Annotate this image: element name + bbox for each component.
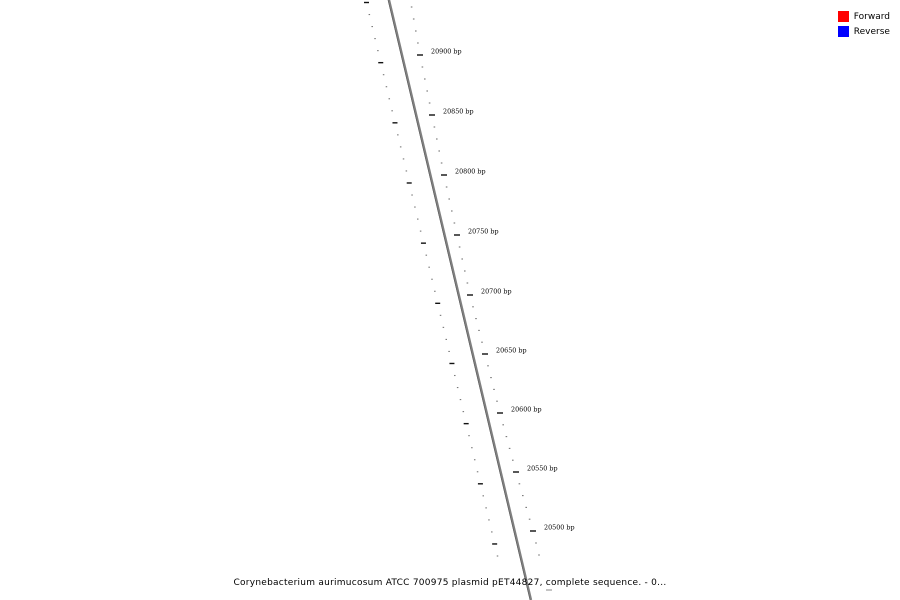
tick-label: 20500 bp [544,523,575,532]
backbone-line [389,0,531,600]
reverse-swatch-icon [838,26,849,37]
tick-label: 20550 bp [527,464,558,473]
tick-label: 20650 bp [496,346,527,355]
outer-tick-track [411,7,552,590]
tick-label: 20850 bp [443,107,474,116]
tick-label: 20750 bp [468,227,499,236]
legend-item-reverse [838,24,890,39]
tick-label: 20900 bp [431,47,462,56]
legend-item-forward [838,9,890,24]
sequence-backbone [388,0,531,600]
tick-label-group [431,48,575,532]
tick-label: 20600 bp [511,405,542,414]
tick-label: 20700 bp [481,287,512,296]
legend [838,9,890,39]
backbone-edge [388,0,530,600]
inner-tick-track [364,3,498,557]
forward-swatch-icon [838,11,849,22]
sequence-caption: Corynebacterium aurimucosum ATCC 700975 plasmid pET44827, complete sequence. - 0... [233,578,667,588]
tick-label: 20800 bp [455,167,486,176]
legend-label-forward: Forward [853,11,890,22]
legend-label-reverse: Reverse [853,26,890,37]
